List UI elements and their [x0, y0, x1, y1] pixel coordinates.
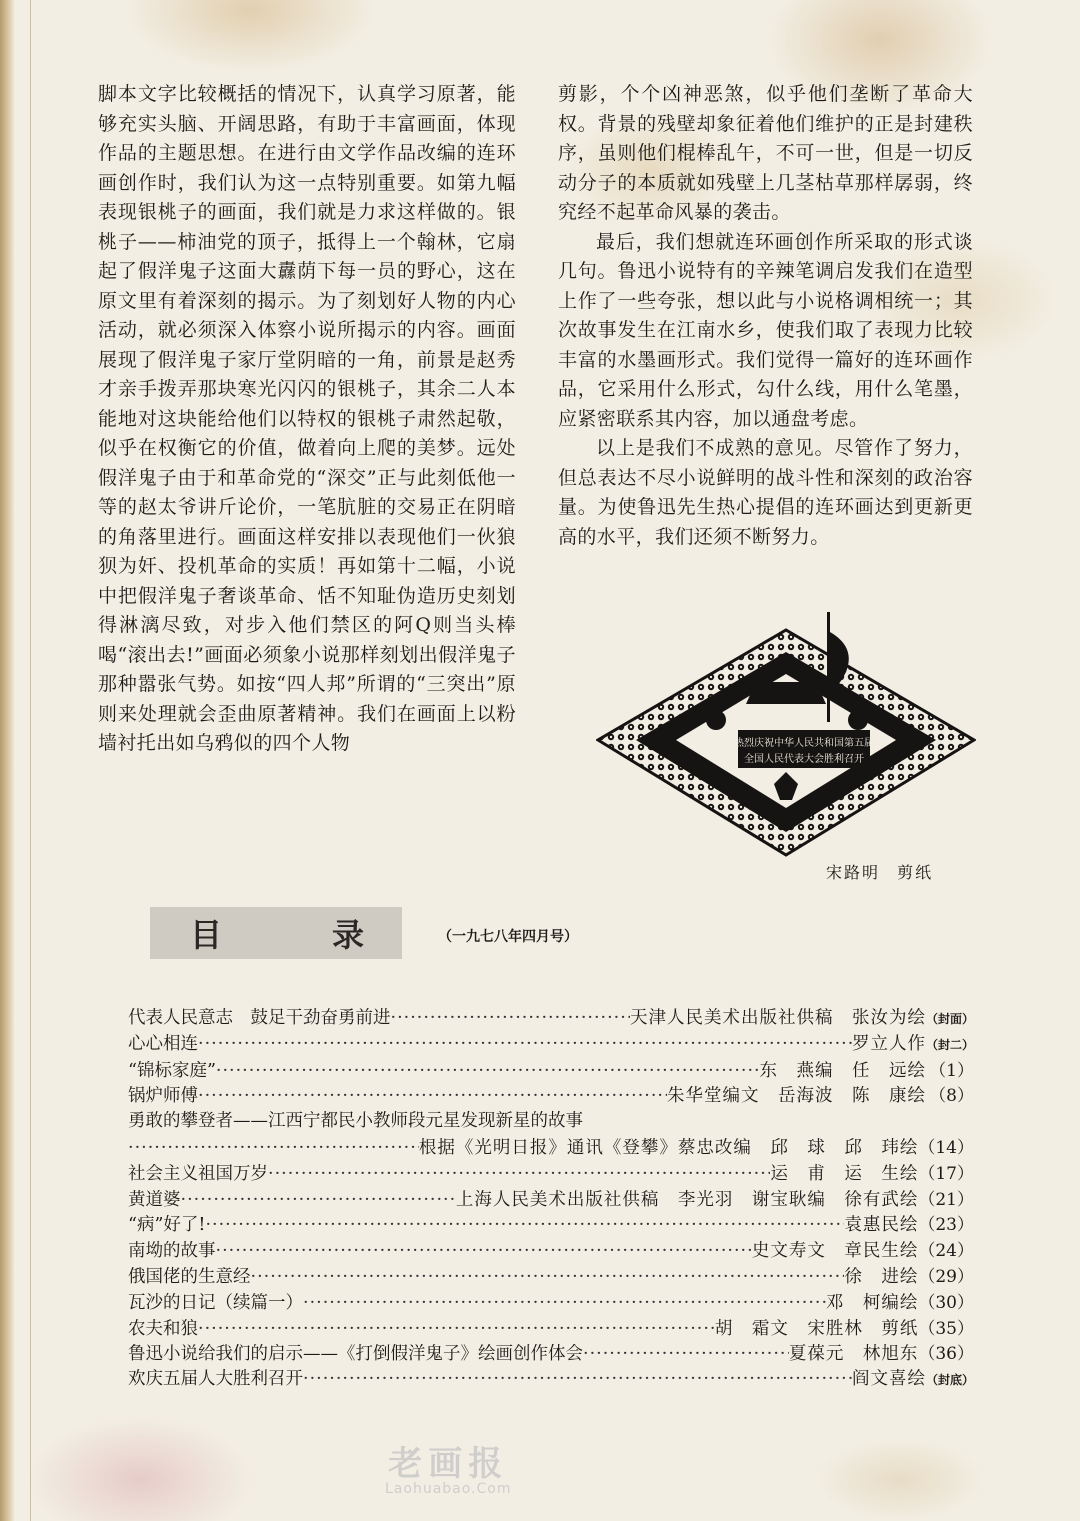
- papercut-illustration: [596, 612, 976, 857]
- banner-line-2: 全国人民代表大会胜利召开: [744, 754, 864, 765]
- toc-entry-title: “病”好了!: [128, 1215, 206, 1236]
- toc-heading-char: 录: [331, 916, 364, 954]
- toc-entry[interactable]: [128, 1081, 974, 1107]
- toc-entry[interactable]: [128, 1365, 974, 1391]
- toc-entry-source: 根据《光明日报》通讯《登攀》蔡忠改编 邱 球 邱 玮绘: [418, 1137, 919, 1158]
- toc-entry[interactable]: [128, 1210, 974, 1236]
- toc-entry[interactable]: [128, 1133, 974, 1159]
- toc-entry-source: 上海人民美术出版社供稿 李光羽 谢宝耿编 徐有武绘: [455, 1189, 919, 1210]
- toc-entry-title: 社会主义祖国万岁: [128, 1163, 268, 1184]
- watermark-en: Laohuabao.Com: [385, 1481, 512, 1497]
- toc-leader: [198, 1319, 715, 1339]
- figure-left: [706, 710, 726, 730]
- toc-entry[interactable]: [128, 1185, 974, 1211]
- toc-entry-source: 罗立人作: [851, 1033, 926, 1054]
- toc-entry-page: （8）: [929, 1086, 974, 1107]
- toc-entry-page: （29）: [918, 1266, 974, 1287]
- toc-leader: [181, 1190, 456, 1210]
- article-paragraph: 以上是我们不成熟的意见。尽管作了努力，但总表达不尽小说鲜明的战斗性和深刻的政治容量。为使鲁迅先生热心提倡的连环画达到更新更高的水平，我们还须不断努力。: [558, 437, 973, 548]
- toc-leader: [268, 1164, 770, 1184]
- toc-entry[interactable]: [128, 1236, 974, 1262]
- toc-entry-source: 东 燕编 任 远绘: [759, 1060, 926, 1081]
- toc-entry-source: 史文寿文 章民生绘: [751, 1241, 919, 1262]
- binding-line: [30, 0, 31, 1521]
- watermark-cn: 老画报: [388, 1444, 509, 1484]
- toc-issue: （一九七八年四月号）: [438, 929, 578, 945]
- toc-entry-source: 朱华堂编文 岳海波 陈 康绘: [667, 1086, 926, 1107]
- rays-shape: [746, 682, 826, 704]
- toc-entry[interactable]: [128, 1030, 974, 1056]
- toc-entry-page: （封二）: [925, 1037, 974, 1052]
- toc-entry-source: 运 甫 运 生绘: [770, 1163, 919, 1184]
- toc-entry-page: （24）: [918, 1241, 974, 1262]
- toc-entry[interactable]: [128, 1314, 974, 1340]
- toc-leader: [128, 1138, 419, 1158]
- toc-leader: [205, 1215, 844, 1235]
- toc-leader: [198, 1086, 667, 1106]
- toc-entry[interactable]: [128, 1159, 974, 1185]
- article-left-column: [98, 80, 516, 759]
- toc-entry-title: 心心相连: [128, 1033, 198, 1054]
- toc-entry[interactable]: [128, 1288, 974, 1314]
- toc-entry-title: “锦标家庭”: [128, 1060, 216, 1081]
- toc-entry-title: 南坳的故事: [128, 1241, 216, 1262]
- toc-leader: [198, 1034, 852, 1054]
- toc-entry-source: 胡 霜文 宋胜林 剪纸: [714, 1318, 919, 1339]
- flag-pole: [827, 612, 830, 722]
- toc-entry-title: 欢庆五届人大胜利召开: [128, 1369, 303, 1390]
- banner-line-1: 热烈庆祝中华人民共和国第五届: [734, 738, 874, 749]
- article-paragraph: 剪影，个个凶神恶煞，似乎他们垄断了革命大权。背景的残壁却象征着他们维护的正是封建秩序，虽则他们棍棒乱午，不可一世，但是一切反动分子的本质就如残壁上几茎枯草那样孱弱，终究经不起革命风暴的袭击。: [558, 83, 973, 223]
- toc-entry-title: 代表人民意志 鼓足干劲奋勇前进: [128, 1008, 391, 1028]
- toc-leader: [216, 1061, 760, 1081]
- toc-entry-title: 瓦沙的日记（续篇一）: [128, 1292, 303, 1313]
- toc-entry[interactable]: [128, 1339, 974, 1365]
- toc-leader: [216, 1241, 752, 1261]
- toc-entry-page: （17）: [918, 1163, 974, 1184]
- toc-entry-page: （35）: [918, 1318, 974, 1339]
- toc-entry-title: 鲁迅小说给我们的启示——《打倒假洋鬼子》绘画创作体会: [128, 1344, 583, 1365]
- toc-entry-source: 徐 进绘: [844, 1266, 919, 1287]
- toc-leader: [251, 1267, 845, 1287]
- figure-right: [848, 710, 868, 730]
- toc-entry-page: （30）: [918, 1292, 974, 1313]
- toc-heading-char: 目: [190, 916, 223, 954]
- toc-heading: [150, 907, 402, 959]
- article-paragraph: 最后，我们想就连环画创作所采取的形式谈几句。鲁迅小说特有的辛辣笔调启发我们在造型上作了一些夸张，想以此与小说格调相统一；其次故事发生在江南水乡，使我们取了表现力比较丰富的水墨画形式。我们觉得一篇好的连环画作品，它采用什么形式，勾什么线，用什么笔墨，应紧密联系其内容，加以通盘考虑。: [558, 230, 973, 430]
- article-right-column: [558, 80, 973, 552]
- toc-entry-title: 俄国佬的生意经: [128, 1266, 251, 1287]
- toc-entry-source: 阎文喜绘: [851, 1369, 926, 1390]
- toc-entry-page: （23）: [918, 1215, 974, 1236]
- toc-leader: [391, 1008, 630, 1028]
- toc-entry-page: （36）: [918, 1344, 974, 1365]
- papercut-credit: 宋路明 剪纸: [826, 863, 934, 882]
- toc-entry-title: 勇敢的攀登者——江西宁都民小教师段元星发现新星的故事: [128, 1111, 583, 1132]
- toc-entry[interactable]: [128, 1004, 974, 1030]
- toc-entry[interactable]: [128, 1056, 974, 1082]
- toc-leader: [303, 1293, 826, 1313]
- article-paragraph: 脚本文字比较概括的情况下，认真学习原著，能够充实头脑、开阔思路，有助于丰富画面，体现作品的主题思想。在进行由文学作品改编的连环画创作时，我们认为这一点特别重要。如第九幅表现银桃子的画面，我们就是力求这样做的。银桃子——柿油党的顶子，抵得上一个翰林，它扇起了假洋鬼子这面大纛荫下每一员的野心，这在原文里有着深刻的揭示。为了刻划好人物的内心活动，就必须深入体察小说所揭示的内容。画面展现了假洋鬼子家厅堂阴暗的一角，前景是赵秀才亲手拨弄那块寒光闪闪的银桃子，其余二人本能地对这块能给他们以特权的银桃子肃然起敬，似乎在权衡它的价值，做着向上爬的美梦。远处假洋鬼子由于和革命党的“深交”正与此刻低他一等的赵太爷讲斤论价，一笔肮脏的交易正在阴暗的角落里进行。画面这样安排以表现他们一伙狼狈为奸、投机革命的实质！再如第十二幅，小说中把假洋鬼子奢谈革命、恬不知耻伪造历史刻划得淋漓尽致，对步入他们禁区的阿Q则当头棒喝“滚出去!”画面必须象小说那样刻划出假洋鬼子那种嚣张气势。如按“四人邦”所谓的“三突出”原则来处理就会歪曲原著精神。我们在画面上以粉墙衬托出如乌鸦似的四个人物: [98, 83, 516, 754]
- toc-entry-page: （21）: [918, 1189, 974, 1210]
- toc-entry-page: （14）: [918, 1137, 974, 1158]
- toc-entry-page: （封底）: [925, 1373, 974, 1388]
- toc-entry[interactable]: [128, 1262, 974, 1288]
- binding-spine: [0, 0, 14, 1521]
- table-of-contents: [128, 1004, 974, 1391]
- toc-entry-title: 农夫和狼: [128, 1318, 198, 1339]
- toc-leader: [583, 1344, 789, 1364]
- toc-leader: [303, 1369, 852, 1389]
- site-watermark: [385, 1436, 511, 1497]
- toc-entry-source: 天津人民美术出版社供稿 张汝为绘: [629, 1008, 926, 1028]
- toc-entry-title: 锅炉师傅: [128, 1086, 198, 1107]
- toc-entry-source: 袁惠民绘: [844, 1215, 919, 1236]
- toc-entry-title: 黄道婆: [128, 1189, 181, 1210]
- toc-entry-page: （封面）: [925, 1012, 974, 1026]
- toc-entry-source: 邓 柯编绘: [825, 1292, 919, 1313]
- toc-entry-page: （1）: [929, 1060, 974, 1081]
- toc-entry-source: 夏葆元 林旭东: [788, 1344, 919, 1365]
- toc-entry[interactable]: [128, 1107, 974, 1133]
